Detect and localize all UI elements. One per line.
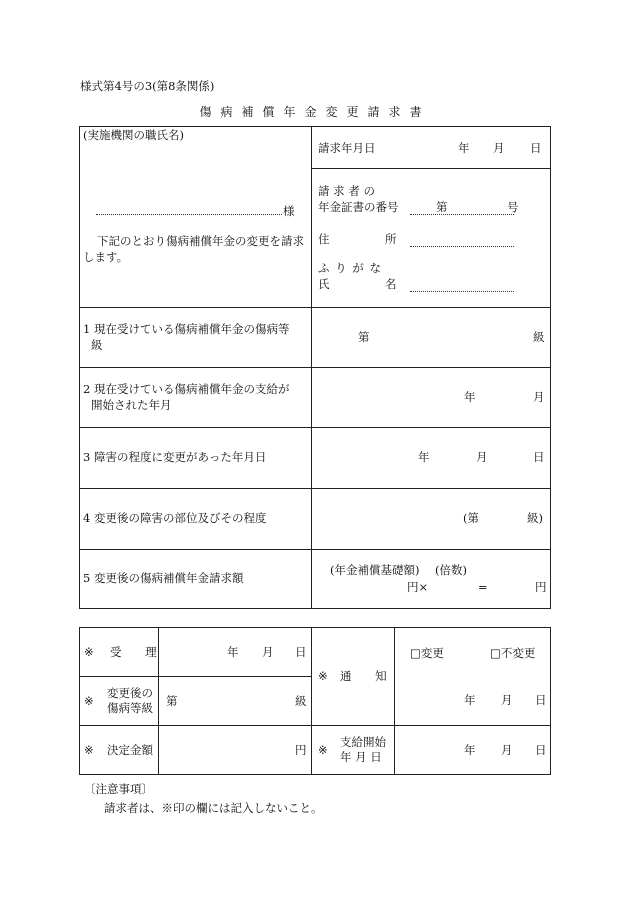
item1-dai: 第 [358, 330, 370, 344]
change-checkbox[interactable]: □変更 [410, 646, 444, 660]
address-label-1: 住 [318, 232, 330, 246]
notes-heading: 〔注意事項〕 [84, 782, 153, 796]
institution-name-field[interactable] [96, 214, 282, 215]
no-change-checkbox[interactable]: □不変更 [490, 646, 536, 660]
office-mark-grade: ※ [84, 694, 94, 708]
divider-2 [79, 367, 551, 368]
office-mark-receipt: ※ [84, 645, 94, 659]
request-date-day[interactable]: 日 [530, 141, 542, 155]
start-day[interactable]: 日 [535, 743, 547, 757]
divider-5 [79, 549, 551, 550]
item3-month[interactable]: 月 [476, 450, 488, 464]
receipt-day[interactable]: 日 [295, 645, 307, 659]
cert-label-2: 年金証書の番号 [318, 200, 399, 214]
cert-number-field[interactable] [410, 214, 514, 215]
office-col-2 [311, 627, 312, 775]
request-date-label: 請求年月日 [318, 141, 376, 155]
notes-text: 請求者は、※印の欄には記入しないこと。 [104, 801, 323, 815]
form-code: 様式第4号の3(第8条関係) [80, 79, 215, 93]
item5-yen-times: 円× [407, 580, 429, 594]
item5-label: 5 変更後の傷病補償年金請求額 [83, 571, 244, 585]
office-mark-start: ※ [318, 743, 328, 757]
office-mark-notice: ※ [318, 669, 328, 683]
request-date-month[interactable]: 月 [493, 141, 505, 155]
address-field[interactable] [410, 246, 514, 247]
start-year[interactable]: 年 [464, 743, 476, 757]
item3-year[interactable]: 年 [418, 450, 430, 464]
amount-label: 決定金額 [107, 743, 153, 757]
item4-kyu: 級) [527, 511, 543, 525]
furigana-label: ふ り が な [318, 261, 382, 275]
institution-label: (実施機関の職氏名) [83, 128, 184, 142]
item1-kyu: 級 [533, 330, 545, 344]
name-label-2: 名 [385, 277, 397, 291]
form-title: 傷病補償年金変更請求書 [199, 105, 431, 119]
notice-day[interactable]: 日 [535, 693, 547, 707]
divider-1 [79, 307, 551, 308]
sama-label: 様 [283, 204, 295, 218]
item1-label-2: 級 [91, 338, 103, 352]
receipt-month[interactable]: 月 [262, 645, 274, 659]
notice-label: 通 知 [340, 669, 397, 683]
cert-label-1: 請 求 者 の [318, 184, 375, 198]
receipt-year[interactable]: 年 [227, 645, 239, 659]
address-label-2: 所 [385, 232, 397, 246]
name-label-1: 氏 [318, 277, 330, 291]
item3-day[interactable]: 日 [533, 450, 545, 464]
request-date-year[interactable]: 年 [458, 141, 470, 155]
name-field[interactable] [410, 291, 514, 292]
item5-base-label: (年金補償基礎額) [330, 563, 420, 577]
item4-label: 4 変更後の障害の部位及びその程度 [83, 511, 267, 525]
item3-label: 3 障害の程度に変更があった年月日 [83, 450, 267, 464]
item5-yen: 円 [535, 580, 547, 594]
item5-times-label: (倍数) [435, 563, 467, 577]
notice-month[interactable]: 月 [501, 693, 513, 707]
divider-4 [79, 488, 551, 489]
office-row-1 [79, 676, 311, 677]
office-row-2 [79, 725, 551, 726]
item2-label-1: 2 現在受けている傷病補償年金の支給が [83, 382, 290, 396]
divider-date [311, 168, 551, 169]
office-col-3 [394, 627, 395, 775]
grade-dai: 第 [166, 694, 178, 708]
cert-go: 号 [507, 200, 519, 214]
grade-label-1: 変更後の [107, 686, 153, 700]
item2-month[interactable]: 月 [533, 390, 545, 404]
item5-equals: = [478, 580, 488, 594]
office-mark-amount: ※ [84, 743, 94, 757]
grade-kyu: 級 [295, 694, 307, 708]
grade-label-2: 傷病等級 [107, 701, 153, 715]
start-label-2: 年 月 日 [340, 750, 382, 764]
cert-dai: 第 [436, 200, 448, 214]
divider-3 [79, 427, 551, 428]
start-month[interactable]: 月 [501, 743, 513, 757]
request-text-2: します。 [83, 250, 129, 264]
item4-dai: (第 [463, 511, 479, 525]
notice-year[interactable]: 年 [464, 693, 476, 707]
item1-label-1: 1 現在受けている傷病補償年金の傷病等 [83, 322, 290, 336]
item2-year[interactable]: 年 [464, 390, 476, 404]
item2-label-2: 開始された年月 [91, 398, 172, 412]
amount-yen: 円 [295, 743, 307, 757]
request-text-1: 下記のとおり傷病補償年金の変更を請求 [97, 234, 304, 248]
receipt-label: 受 理 [110, 645, 167, 659]
start-label-1: 支給開始 [340, 735, 386, 749]
